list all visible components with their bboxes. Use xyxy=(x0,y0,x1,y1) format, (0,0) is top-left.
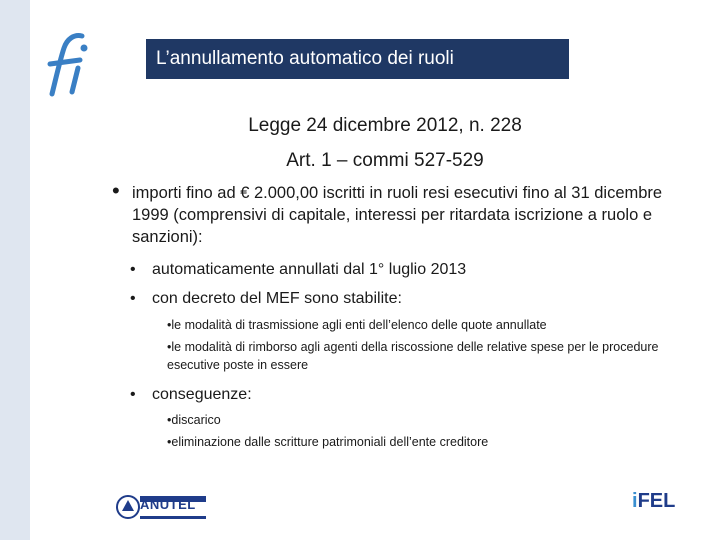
consequence-item-text: eliminazione dalle scritture patrimoniali dell’ente creditore xyxy=(171,435,489,449)
decree-item: •le modalità di trasmissione agli enti dell’elenco delle quote annullate xyxy=(167,318,547,332)
left-decorative-band xyxy=(0,0,30,540)
ifel-logo: iFEL xyxy=(632,490,676,512)
fi-logo xyxy=(40,30,100,102)
consequence-item: •discarico xyxy=(167,413,221,427)
sub-bullet xyxy=(130,259,466,281)
sub-bullet-text: con decreto del MEF sono stabilite: xyxy=(152,290,402,307)
decree-item-text: le modalità di rimborso agli agenti della riscossione delle relative spese per le procedure esecutive poste in essere xyxy=(167,340,659,372)
decree-item: •le modalità di rimborso agli agenti della riscossione delle relative spese per le procedure esecutive poste in essere xyxy=(167,340,659,372)
main-bullet xyxy=(112,178,672,248)
article-reference: Art. 1 – commi 527-529 xyxy=(286,150,484,171)
sub-bullet xyxy=(130,384,252,406)
consequence-item: •eliminazione dalle scritture patrimoniali dell’ente creditore xyxy=(167,435,489,449)
bullet-icon: • xyxy=(130,261,136,278)
consequence-item-text: discarico xyxy=(171,413,221,427)
sub-bullet-text: conseguenze: xyxy=(152,386,252,403)
decree-item-text: le modalità di trasmissione agli enti dell’elenco delle quote annullate xyxy=(171,318,547,332)
sub-bullet xyxy=(130,288,402,310)
sub-bullet-text: automaticamente annullati dal 1° luglio 2013 xyxy=(152,261,467,278)
main-bullet-text: importi fino ad € 2.000,00 iscritti in ruoli resi esecutivi fino al 31 dicembre 1999 (comprensivi di capitale, interessi per ritardata iscrizione a ruolo e sanzioni): xyxy=(132,184,663,246)
bullet-icon: • xyxy=(130,290,136,307)
bullet-icon: • xyxy=(130,386,136,403)
anutel-logo-text: ANUTEL xyxy=(140,497,196,512)
slide-title: L’annullamento automatico dei ruoli xyxy=(146,39,569,79)
law-reference: Legge 24 dicembre 2012, n. 228 xyxy=(248,115,522,136)
bullet-icon: • xyxy=(112,178,120,203)
